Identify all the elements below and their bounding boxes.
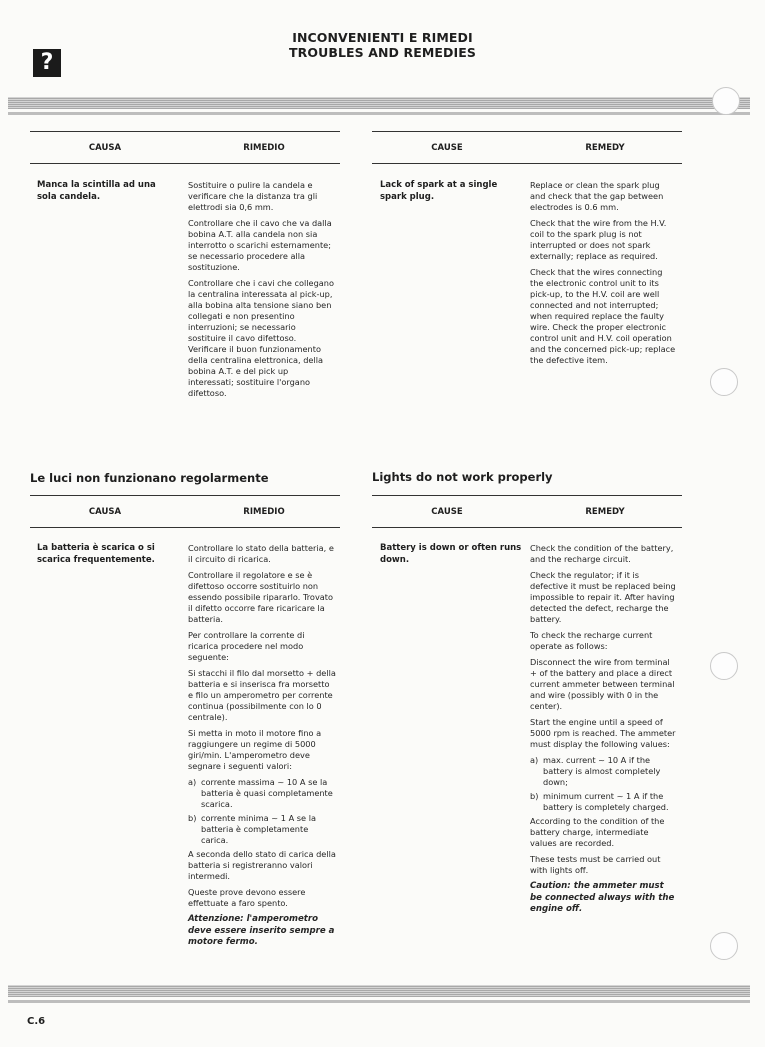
cause-text: Manca la scintilla ad una sola candela. <box>37 180 156 202</box>
remedy-paragraph: Start the engine until a speed of 5000 rpm is reached. The ammeter must display the following values: <box>530 717 676 749</box>
warning-note: Caution: the ammeter must be connected always with the engine off. <box>530 881 675 914</box>
remedy-text <box>530 543 676 921</box>
cause-text: Lack of spark at a single spark plug. <box>380 180 498 202</box>
table-rule <box>30 495 340 496</box>
binder-hole <box>710 368 738 396</box>
remedy-text <box>530 180 676 371</box>
list-item <box>188 777 336 810</box>
cause-text: La batteria è scarica o si scarica frequentemente. <box>37 543 155 565</box>
remedy-paragraph: Si metta in moto il motore fino a raggiungere un regime di 5000 giri/min. L'amperometro deve segnare i seguenti valori: <box>188 728 322 771</box>
list-marker: a) <box>188 777 197 787</box>
table-rule <box>30 163 340 164</box>
remedy-text <box>188 543 336 954</box>
binder-hole <box>710 652 738 680</box>
list-text: minimum current ~ 1 A if the battery is completely charged. <box>543 791 669 812</box>
remedy-paragraph: Check the regulator; if it is defective it must be replaced being impossible to repair it. After having detected the defect, recharge the battery. <box>530 570 676 624</box>
remedy-paragraph: Per controllare la corrente di ricarica procedere nel modo seguente: <box>188 630 305 662</box>
section-title: Lights do not work properly <box>372 470 553 484</box>
column-header-remedy: RIMEDIO <box>243 507 285 517</box>
column-header-cause: CAUSA <box>88 143 122 153</box>
table-rule <box>372 527 682 528</box>
remedy-paragraph: Replace or clean the spark plug and check that the gap between electrodes is 0.6 mm. <box>530 180 664 212</box>
remedy-paragraph: Sostituire o pulire la candela e verificare che la distanza tra gli elettrodi sia 0,6 mm. <box>188 180 318 212</box>
remedy-paragraph: Check that the wire from the H.V. coil to the spark plug is not interrupted or does not spark externally; replace as required. <box>530 218 667 261</box>
remedy-paragraph: Controllare il regolatore e se è difettoso occorre sostituirlo non essendo possibile ripararlo. Trovato il difetto occorre fare ricaricare la batteria. <box>188 570 334 624</box>
remedy-paragraph: Controllare che il cavo che va dalla bobina A.T. alla candela non sia interrotto o scarichi esternamente; se necessario procedere alla sostituzione. <box>188 218 332 272</box>
list-item <box>530 791 676 813</box>
remedy-text <box>188 180 336 404</box>
question-mark-icon: ? <box>33 49 61 77</box>
remedy-paragraph: Disconnect the wire from terminal + of the battery and place a direct current ammeter between terminal and wire (possibly with 0 in the center). <box>530 657 675 711</box>
column-header-remedy: RIMEDIO <box>243 143 285 153</box>
warning-note: Attenzione: l'amperometro deve essere inserito sempre a motore fermo. <box>188 914 335 947</box>
list-item <box>188 813 336 846</box>
list-marker: a) <box>530 755 539 765</box>
binder-hole <box>712 87 740 115</box>
binder-hole <box>710 932 738 960</box>
table-rule <box>372 495 682 496</box>
column-header-cause: CAUSE <box>431 143 463 153</box>
cause-text: Battery is down or often runs down. <box>380 543 522 565</box>
remedy-paragraph: Queste prove devono essere effettuate a faro spento. <box>188 887 306 908</box>
page-title <box>0 30 765 60</box>
list-item <box>530 755 676 788</box>
column-header-cause: CAUSA <box>88 507 122 517</box>
list-marker: b) <box>530 791 539 801</box>
remedy-paragraph: These tests must be carried out with lights off. <box>530 854 661 875</box>
top-divider-line <box>8 112 750 115</box>
list-marker: b) <box>188 813 197 823</box>
table-rule <box>30 527 340 528</box>
remedy-paragraph: Controllare lo stato della batteria, e il circuito di ricarica. <box>188 543 334 564</box>
column-header-remedy: REMEDY <box>585 507 625 517</box>
bottom-divider-line <box>8 1000 750 1003</box>
table-rule <box>372 163 682 164</box>
table-rule <box>372 131 682 132</box>
list-text: max. current ~ 10 A if the battery is almost completely down; <box>543 755 661 787</box>
title-english: TROUBLES AND REMEDIES <box>289 45 476 60</box>
remedy-paragraph: A seconda dello stato di carica della batteria si registreranno valori intermedi. <box>188 849 336 881</box>
remedy-paragraph: Si stacchi il filo dal morsetto + della batteria e si inserisca fra morsetto e filo un amperometro per corrente continua (possibilmente con lo 0 centrale). <box>188 668 336 722</box>
list-text: corrente minima ~ 1 A se la batteria è completamente carica. <box>201 813 316 845</box>
remedy-paragraph: According to the condition of the battery charge, intermediate values are recorded. <box>530 816 665 848</box>
column-header-remedy: REMEDY <box>585 143 625 153</box>
remedy-paragraph: Check the condition of the battery, and the recharge circuit. <box>530 543 674 564</box>
remedy-paragraph: Check that the wires connecting the electronic control unit to its pick-up, to the H.V. coil are well connected and not interrupted; when required replace the faulty wire. Check the proper electronic control unit and H.V. coil operation and the concerned pick-up; replace the defective item. <box>530 267 676 365</box>
remedy-paragraph: To check the recharge current operate as follows: <box>530 630 653 651</box>
table-rule <box>30 131 340 132</box>
section-title: Le luci non funzionano regolarmente <box>30 471 269 485</box>
remedy-paragraph: Controllare che i cavi che collegano la centralina interessata al pick-up, alla bobina alta tensione siano ben collegati e non presentino interruzioni; se necessario sostituire il cavo difettoso. Verificare il buon funzionamento della centralina elettronica, della bobina A.T. e del pick up interessati; sostituire l'organo difettoso. <box>188 278 335 398</box>
title-italian: INCONVENIENTI E RIMEDI <box>292 30 473 45</box>
column-header-cause: CAUSE <box>431 507 463 517</box>
top-divider-band <box>8 97 750 109</box>
bottom-divider-band <box>8 985 750 997</box>
list-text: corrente massima ~ 10 A se la batteria è quasi completamente scarica. <box>201 777 333 809</box>
page-number: C.6 <box>27 1016 46 1027</box>
